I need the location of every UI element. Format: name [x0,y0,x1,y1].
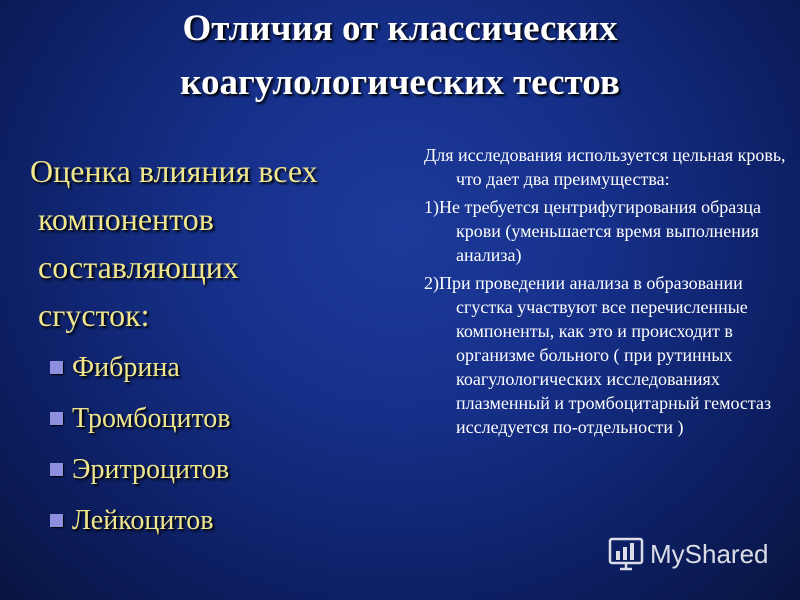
square-bullet-icon [50,412,63,425]
intro-paragraph: Для исследования используется цельная кровь, что дает два преимущества: [424,145,786,189]
slide-title-line-2: коагулологических тестов [180,62,620,103]
point-2-paragraph: 2)При проведении анализа в образовании сгустка участвуют все перечисленные компоненты, как это и происходит в организме больного ( при рутинных коагулологических исследованиях плазменный и тромбоцитарный гемостаз исследуется по-отдельности ) [424,273,772,437]
bullet-label: Эритроцитов [72,453,230,485]
square-bullet-icon [50,514,63,527]
bullet-label: Тромбоцитов [72,402,231,434]
component-bullet-list [50,342,231,546]
lead-line-4: сгусток: [38,297,150,333]
bullet-item [50,342,231,393]
bullet-item [50,444,231,495]
right-column-text [424,143,794,443]
slide-title [0,2,800,110]
bullet-label: Фибрина [72,351,180,383]
bullet-item [50,495,231,546]
myshared-watermark [608,536,769,572]
square-bullet-icon [50,463,63,476]
bullet-item [50,393,231,444]
bullet-label: Лейкоцитов [72,504,214,536]
point-1-paragraph: 1)Не требуется центрифугирования образца крови (уменьшается время выполнения анализа) [424,197,762,265]
watermark-label: MyShared [650,538,769,569]
square-bullet-icon [50,361,63,374]
left-lead-text [30,147,400,339]
bar-chart-logo-icon [608,537,644,571]
lead-line-3: составляющих [38,249,239,285]
lead-line-2: компонентов [38,201,214,237]
slide-title-line-1: Отличия от классических [182,8,618,49]
lead-line-1: Оценка влияния всех [30,153,318,189]
